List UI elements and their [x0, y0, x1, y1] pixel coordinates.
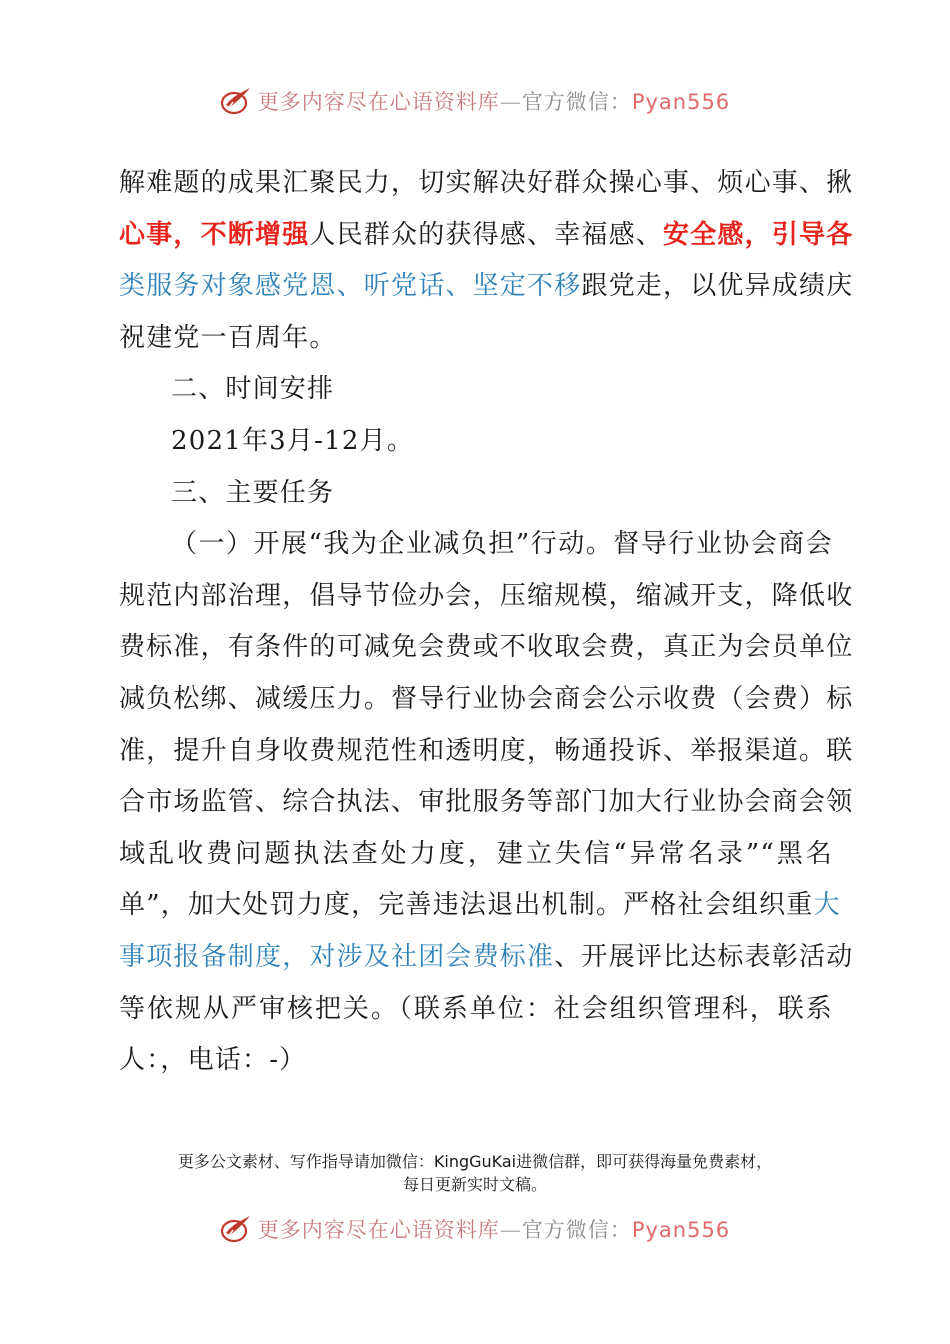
quill-logo-icon: [220, 1213, 252, 1245]
emphasis-blue-text: 类服务对象感党恩、听党话、坚定不移: [119, 271, 582, 302]
body-line: 减负松绑、减缓压力。督导行业协会商会公示收费（会费）标: [119, 683, 854, 714]
body-line: 等依规从严审核把关。（联系单位：社会组织管理科，联系: [119, 993, 833, 1024]
body-line: 人：，电话：-）: [119, 1045, 307, 1076]
banner-title: 更多内容尽在心语资料库—官方微信：Pyan556: [257, 1218, 731, 1242]
body-line: 合市场监管、综合执法、审批服务等部门加大行业协会商会领: [119, 787, 854, 818]
body-line: 单”，加大处罚力度，完善违法退出机制。严格社会组织重大: [119, 890, 841, 921]
body-line: 域乱收费问题执法查处力度，建立失信“异常名录”“黑名: [119, 838, 833, 869]
header-banner: [0, 76, 950, 126]
banner-title: 更多内容尽在心语资料库—官方微信：Pyan556: [257, 90, 731, 114]
footer-note-line: 更多公文素材、写作指导请加微信：KingGuKai进微信群，即可获得海量免费素材，: [177, 1152, 773, 1171]
document-body: [119, 158, 854, 1087]
footer-note: [0, 1150, 950, 1196]
footer-note-line: 每日更新实时文稿。: [402, 1175, 547, 1194]
footer-wechat-id: KingGuKai: [433, 1152, 517, 1171]
emphasis-red-text: 安全感，引导各: [663, 219, 854, 250]
banner-wechat-id: Pyan556: [631, 90, 731, 114]
body-line: 祝建党一百周年。: [119, 322, 337, 353]
banner-wechat-id: Pyan556: [631, 1218, 731, 1242]
emphasis-blue-text: 大: [813, 890, 841, 921]
body-line: 类服务对象感党恩、听党话、坚定不移跟党走，以优异成绩庆: [119, 271, 854, 302]
emphasis-red-text: 心事，不断增强: [119, 219, 310, 250]
body-line: 心事，不断增强人民群众的获得感、幸福感、安全感，引导各: [119, 219, 854, 250]
section-heading: 三、主要任务: [171, 477, 335, 508]
schedule-text: 2021年3月-12月。: [171, 425, 414, 456]
section-heading: 二、时间安排: [171, 374, 335, 405]
body-line: （一）开展“我为企业减负担”行动。督导行业协会商会: [171, 529, 833, 560]
footer-banner: [0, 1204, 950, 1254]
body-line: 解难题的成果汇聚民力，切实解决好群众操心事、烦心事、揪: [119, 168, 854, 198]
emphasis-blue-text: 事项报备制度，对涉及社团会费标准: [119, 941, 555, 972]
body-line: 准，提升自身收费规范性和透明度，畅通投诉、举报渠道。联: [119, 735, 854, 766]
quill-logo-icon: [220, 85, 252, 117]
body-line: 费标准，有条件的可减免会费或不收取会费，真正为会员单位: [119, 632, 854, 663]
body-line: 事项报备制度，对涉及社团会费标准、开展评比达标表彰活动: [119, 941, 854, 972]
body-line: 规范内部治理，倡导节俭办会，压缩规模，缩减开支，降低收: [119, 580, 854, 611]
